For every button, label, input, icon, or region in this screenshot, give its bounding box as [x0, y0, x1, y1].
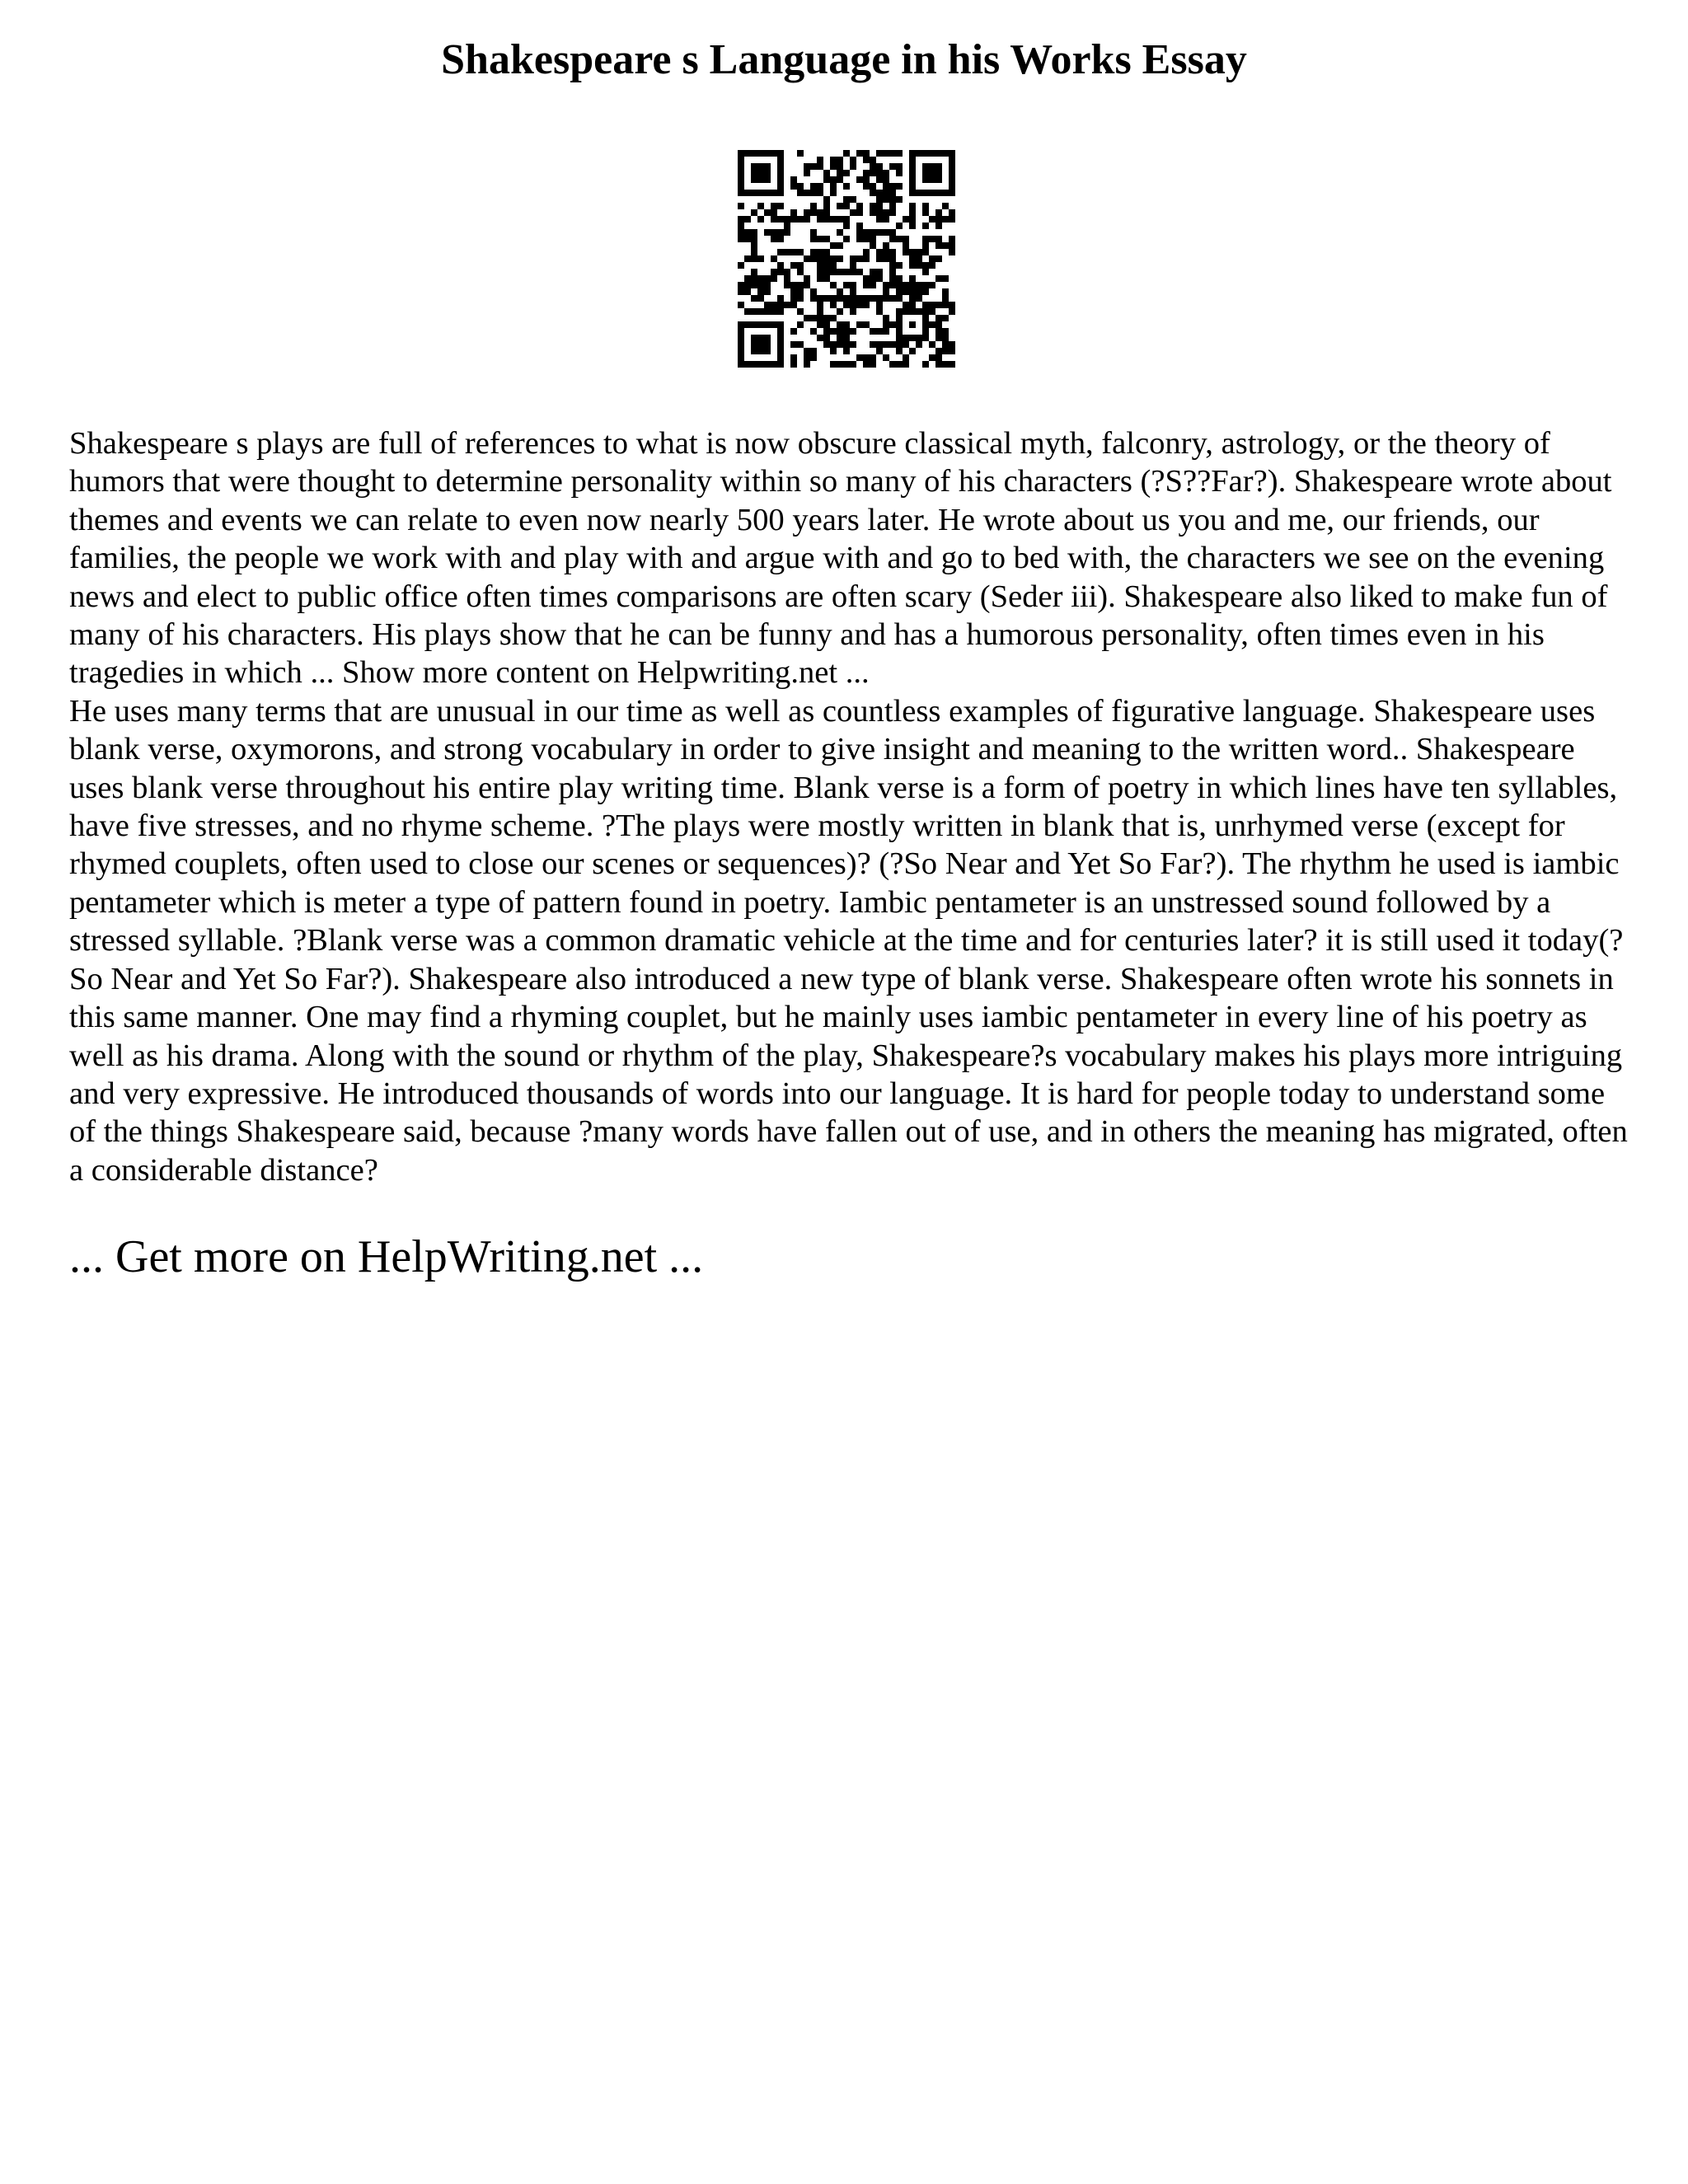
page-title: Shakespeare s Language in his Works Essay — [441, 36, 1247, 83]
get-more-link[interactable]: ... Get more on HelpWriting.net ... — [69, 1231, 704, 1282]
paragraph: Shakespeare s plays are full of references to what is now obscure classical myth, falconry, astrology, or the theory of humors that were thought to determine personality within so many of his characters (?S??Far?). Shakespeare wrote about themes and events we can relate to even now nearly 500 years later. He wrote about us you and me, our friends, our families, the people we work with and play with and argue with and go to bed with, the characters we see on the evening news and elect to public office often times comparisons are often scary (Seder iii). Shakespeare also liked to make fun of many of his characters. His plays show that he can be funny and has a humorous personality, often times even in his tragedies in which ... Show more content on Helpwriting.net ... — [69, 426, 1612, 691]
paragraph: He uses many terms that are unusual in our time as well as countless examples of figurative language. Shakespeare uses blank verse, oxymorons, and strong vocabulary in order to give insight and meaning to the written word.. Shakespeare uses blank verse throughout his entire play writing time. Blank verse is a form of poetry in which lines have ten syllables, have five stresses, and no rhyme scheme. ?The plays were mostly written in blank that is, unrhymed verse (except for rhymed couplets, often used to close our scenes or sequences)? (?So Near and Yet So Far?). The rhythm he used is iambic pentameter which is meter a type of pattern found in poetry. Iambic pentameter is an unstressed sound followed by a stressed syllable. ?Blank verse was a common dramatic vehicle at the time and for centuries later? it is still used it today(?So Near and Yet So Far?). Shakespeare also introduced a new type of blank verse. Shakespeare often wrote his sonnets in this same manner. One may find a rhyming couplet, but he mainly uses iambic pentameter in every line of his poetry as well as his drama. Along with the sound or rhythm of the play, Shakespeare?s vocabulary makes his plays more intriguing and very expressive. He introduced thousands of words into our language. It is hard for people today to understand some of the things Shakespeare said, because ?many words have fallen out of use, and in others the meaning has migrated, often a considerable distance? — [69, 693, 1628, 1188]
qr-code — [738, 150, 955, 368]
essay-body — [69, 424, 1635, 1189]
